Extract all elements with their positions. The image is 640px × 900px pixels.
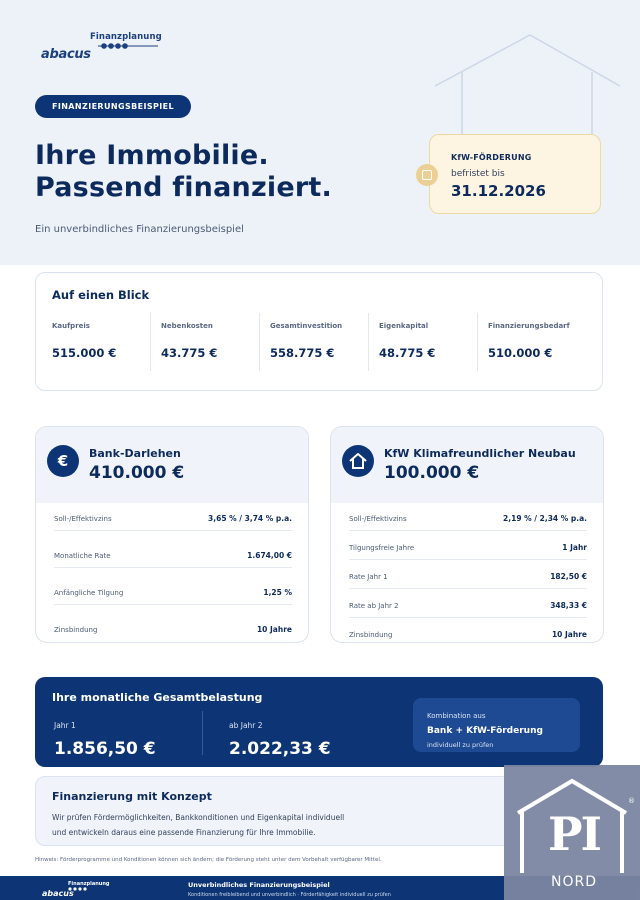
table-row [349,569,587,589]
total-value: 1.856,50 € [54,739,156,759]
row-value: 10 Jahre [551,630,587,639]
table-row [54,622,292,642]
card-amount: 100.000 € [384,463,480,483]
row-value: 348,33 € [550,601,587,610]
concept-line-2: und entwickeln daraus eine passende Finanzierung für Ihre Immobilie. [52,828,316,837]
card-header [331,427,603,503]
kpi-divider [477,313,478,371]
pi-logo-subtext: NORD [551,874,597,890]
table-row [54,548,292,568]
kpi-gesamtinvestition [270,313,379,373]
overview-title: Auf einen Blick [52,288,150,302]
total-year1 [54,721,156,759]
hero-section [0,0,640,265]
house-icon [342,445,374,477]
kpi-divider [150,313,151,371]
total-divider [202,711,203,755]
total-year2 [229,721,331,759]
kpi-nebenkosten [161,313,270,373]
total-label: Jahr 1 [54,721,76,730]
card-header [36,427,308,503]
headline-line-1: Ihre Immobilie. [35,140,269,171]
kpi-value: 43.775 € [161,346,218,360]
kfw-deadline-label: KfW-FÖRDERUNG [451,153,532,162]
row-value: 1.674,00 € [247,551,292,560]
kpi-eigenkapital [379,313,488,373]
concept-text [52,810,382,840]
example-badge: FINANZIERUNGSBEISPIEL [35,95,191,118]
kpi-value: 510.000 € [488,346,553,360]
kfw-deadline-date: 31.12.2026 [451,182,546,200]
registered-mark: ® [628,797,635,805]
combination-label: Kombination aus [427,712,486,720]
logo-text-top: Finanzplanung [90,32,162,42]
disclaimer-hint: Hinweis: Förderprogramme und Konditionen können sich ändern; die Förderung steht unter dem Vorbehalt verfügbarer Mittel. [35,857,382,863]
combination-value: Bank + KfW-Förderung [427,726,543,736]
overview-panel [35,272,603,391]
kfw-loan-card [330,426,604,643]
row-label: Rate Jahr 1 [349,573,388,581]
row-value: 182,50 € [550,572,587,581]
total-label: ab Jahr 2 [229,721,263,730]
kpi-value: 558.775 € [270,346,335,360]
page-headline [35,140,332,204]
concept-title: Finanzierung mit Konzept [52,790,212,803]
row-label: Anfängliche Tilgung [54,589,124,597]
table-row [349,511,587,531]
kfw-deadline-box [429,134,601,214]
row-value: 1 Jahr [562,543,587,552]
calendar-icon [416,164,438,186]
row-value: 2,19 % / 2,34 % p.a. [503,514,587,523]
combination-note-text: individuell zu prüfen [427,741,494,749]
card-title: KfW Klimafreundlicher Neubau [384,447,576,460]
footer-subtitle: Konditionen freibleibend und unverbindlich · Förderfähigkeit individuell zu prüfen [188,892,391,898]
row-value: 3,65 % / 3,74 % p.a. [208,514,292,523]
row-label: Zinsbindung [54,626,98,634]
total-value: 2.022,33 € [229,739,331,759]
kpi-value: 515.000 € [52,346,117,360]
footer-title: Unverbindliches Finanzierungsbeispiel [188,881,330,889]
row-value: 10 Jahre [256,625,292,634]
kpi-label: Eigenkapital [379,322,429,330]
table-row [54,511,292,531]
total-title: Ihre monatliche Gesamtbelastung [52,691,263,704]
footer-logo-main: abacus [42,889,74,898]
kpi-divider [368,313,369,371]
row-label: Tilgungsfreie Jahre [349,544,415,552]
row-value: 1,25 % [263,588,292,597]
kpi-divider [259,313,260,371]
table-row [349,627,587,643]
kpi-kaufpreis [52,313,161,373]
kfw-deadline-sub: befristet bis [451,169,505,179]
row-label: Rate ab Jahr 2 [349,602,399,610]
logo-dots [98,43,158,49]
headline-line-2: Passend finanziert. [35,172,332,203]
kpi-label: Nebenkosten [161,322,213,330]
kpi-value: 48.775 € [379,346,436,360]
row-label: Soll-/Effektivzins [54,515,112,523]
kpi-label: Finanzierungsbedarf [488,322,570,330]
page-subline: Ein unverbindliches Finanzierungsbeispiel [35,224,244,235]
pi-logo-text: PI [547,807,601,861]
card-amount: 410.000 € [89,463,185,483]
concept-line-1: Wir prüfen Fördermöglichkeiten, Bankkonditionen und Eigenkapital individuell [52,813,345,822]
card-title: Bank-Darlehen [89,447,181,460]
bank-loan-card [35,426,309,643]
row-label: Soll-/Effektivzins [349,515,407,523]
footer-logo-top: Finanzplanung [68,881,110,887]
table-row [349,540,587,560]
abacus-logo [40,30,170,66]
row-label: Monatliche Rate [54,552,111,560]
table-row [349,598,587,618]
pi-nord-logo [504,765,640,900]
table-row [54,585,292,605]
euro-icon: € [47,445,79,477]
kpi-label: Kaufpreis [52,322,90,330]
row-label: Zinsbindung [349,631,393,639]
monthly-total-panel [35,677,603,767]
logo-text-main: abacus [41,47,91,62]
kpi-finanzierungsbedarf [488,313,597,373]
combination-note [413,698,580,752]
kpi-label: Gesamtinvestition [270,322,343,330]
